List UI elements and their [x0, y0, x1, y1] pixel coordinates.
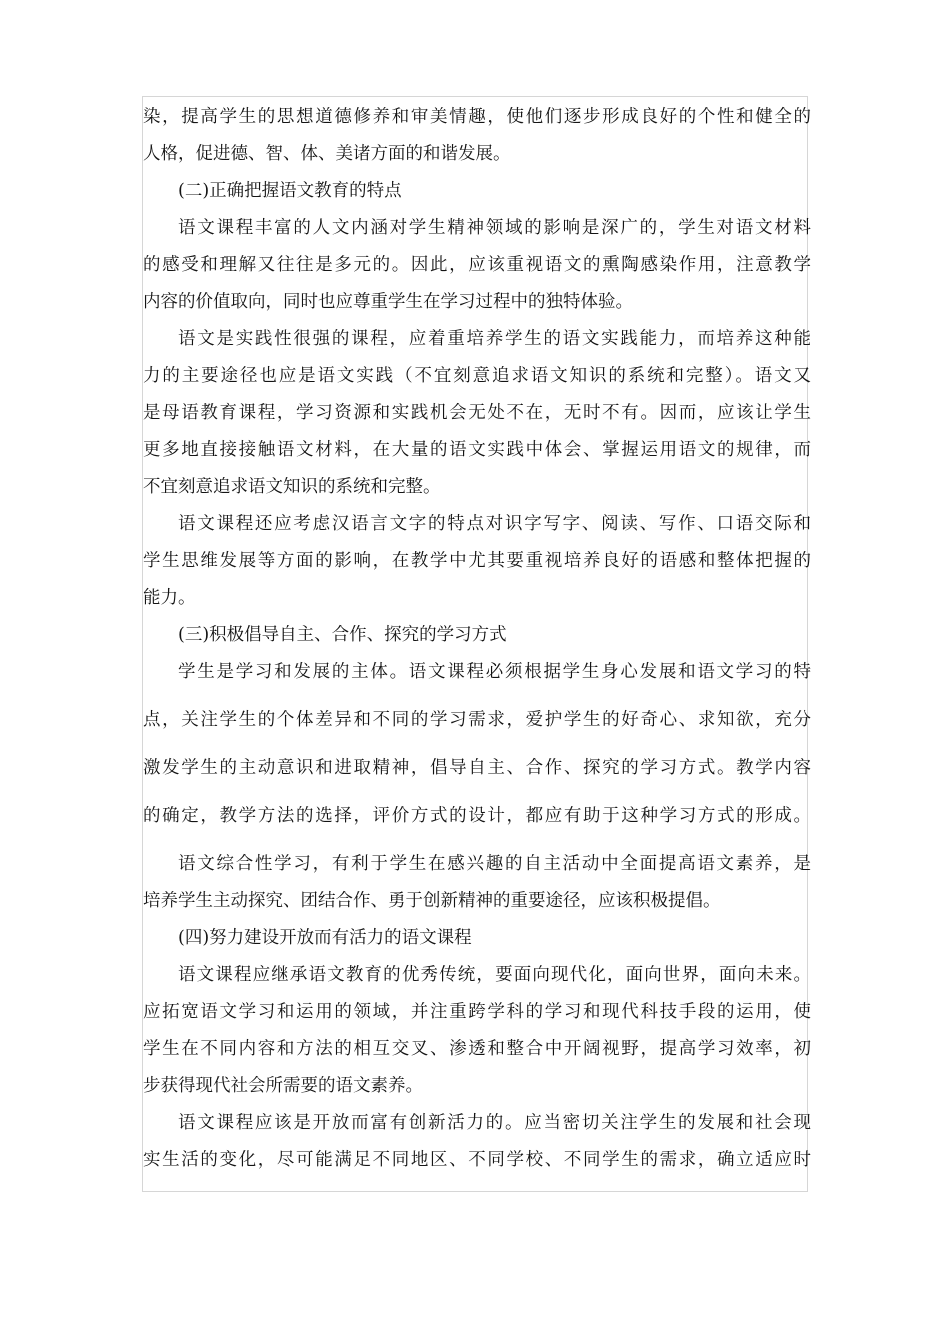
text-line: 人格，促进德、智、体、美诸方面的和谐发展。	[143, 144, 511, 164]
text-line: 语文课程应继承语文教育的优秀传统，要面向现代化，面向世界，面向未来。	[178, 965, 811, 985]
section-heading: (四)努力建设开放而有活力的语文课程	[178, 928, 472, 948]
text-line: 培养学生主动探究、团结合作、勇于创新精神的重要途径，应该积极提倡。	[143, 891, 721, 911]
text-line: 步获得现代社会所需要的语文素养。	[143, 1076, 423, 1096]
text-line: 的确定，教学方法的选择，评价方式的设计，都应有助于这种学习方式的形成。	[143, 806, 811, 826]
text-line: 染，提高学生的思想道德修养和审美情趣，使他们逐步形成良好的个性和健全的	[143, 107, 811, 127]
text-line: 实生活的变化，尽可能满足不同地区、不同学校、不同学生的需求，确立适应时	[143, 1150, 811, 1170]
text-line: 激发学生的主动意识和进取精神，倡导自主、合作、探究的学习方式。教学内容	[143, 758, 811, 778]
text-line: 能力。	[143, 588, 196, 608]
text-line: 学生是学习和发展的主体。语文课程必须根据学生身心发展和语文学习的特	[178, 662, 811, 682]
document-body	[143, 99, 811, 1179]
text-line: 语文课程应该是开放而富有创新活力的。应当密切关注学生的发展和社会现	[178, 1113, 811, 1133]
text-line: 不宜刻意追求语文知识的系统和完整。	[143, 477, 441, 497]
text-line: 的感受和理解又往往是多元的。因此，应该重视语文的熏陶感染作用，注意教学	[143, 255, 811, 275]
text-line: 语文是实践性很强的课程，应着重培养学生的语文实践能力，而培养这种能	[178, 329, 811, 349]
text-line: 语文课程还应考虑汉语言文字的特点对识字写字、阅读、写作、口语交际和	[178, 514, 811, 534]
text-line: 学生在不同内容和方法的相互交叉、渗透和整合中开阔视野，提高学习效率，初	[143, 1039, 811, 1059]
text-line: 应拓宽语文学习和运用的领域，并注重跨学科的学习和现代科技手段的运用，使	[143, 1002, 811, 1022]
text-line: 力的主要途径也应是语文实践（不宜刻意追求语文知识的系统和完整）。语文又	[143, 366, 811, 386]
section-heading: (三)积极倡导自主、合作、探究的学习方式	[178, 625, 507, 645]
text-line: 语文课程丰富的人文内涵对学生精神领域的影响是深广的，学生对语文材料	[178, 218, 811, 238]
text-line: 更多地直接接触语文材料，在大量的语文实践中体会、掌握运用语文的规律，而	[143, 440, 811, 460]
text-line: 点，关注学生的个体差异和不同的学习需求，爱护学生的好奇心、求知欲，充分	[143, 710, 811, 730]
section-heading: (二)正确把握语文教育的特点	[178, 181, 402, 201]
text-line: 内容的价值取向，同时也应尊重学生在学习过程中的独特体验。	[143, 292, 633, 312]
text-line: 是母语教育课程，学习资源和实践机会无处不在，无时不有。因而，应该让学生	[143, 403, 811, 423]
text-line: 学生思维发展等方面的影响，在教学中尤其要重视培养良好的语感和整体把握的	[143, 551, 811, 571]
text-line: 语文综合性学习，有利于学生在感兴趣的自主活动中全面提高语文素养，是	[178, 854, 811, 874]
